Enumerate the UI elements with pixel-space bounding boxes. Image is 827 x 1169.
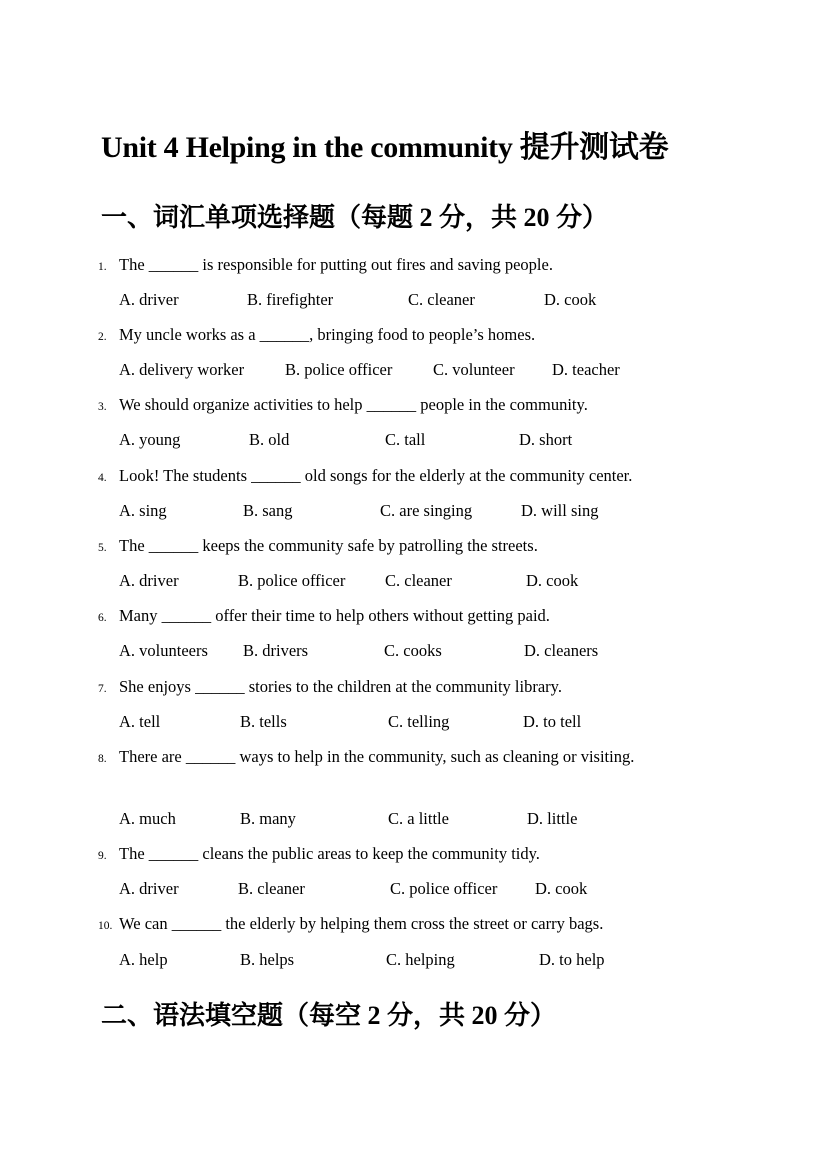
question-6: [98, 602, 728, 632]
option-c: C. police officer: [390, 879, 498, 898]
question-text: My uncle works as a ______, bringing food to people’s homes.: [119, 325, 536, 344]
option-d: D. cook: [526, 571, 579, 590]
question-8: [98, 743, 728, 773]
question-2: [98, 321, 728, 351]
question-1: [98, 251, 728, 281]
question-text: The ______ is responsible for putting out fires and saving people.: [119, 255, 553, 274]
option-c: C. helping: [386, 950, 455, 969]
option-c: C. tall: [385, 430, 426, 449]
option-c: C. cleaner: [408, 290, 475, 309]
question-text: We can ______ the elderly by helping them cross the street or carry bags.: [119, 914, 604, 933]
question-number: 8.: [98, 753, 107, 765]
question-text: We should organize activities to help ______ people in the community.: [119, 395, 588, 414]
option-a: A. help: [119, 950, 168, 969]
option-d: D. cook: [535, 879, 588, 898]
option-d: D. cook: [544, 290, 597, 309]
question-7: [98, 673, 728, 703]
question-text: Look! The students ______ old songs for the elderly at the community center.: [119, 466, 633, 485]
question-number: 10.: [98, 920, 113, 932]
question-text: The ______ keeps the community safe by patrolling the streets.: [119, 536, 538, 555]
option-c: C. a little: [388, 809, 449, 828]
option-c: C. cooks: [384, 641, 442, 660]
question-number: 5.: [98, 542, 107, 554]
option-a: A. much: [119, 809, 176, 828]
option-c: C. telling: [388, 712, 450, 731]
question-number: 3.: [98, 401, 107, 413]
option-d: D. short: [519, 430, 573, 449]
question-number: 2.: [98, 331, 107, 343]
option-a: A. delivery worker: [119, 360, 245, 379]
option-b: B. many: [240, 809, 296, 828]
question-3: [98, 391, 728, 421]
question-number: 7.: [98, 683, 107, 695]
option-b: B. police officer: [285, 360, 393, 379]
option-b: B. sang: [243, 501, 293, 520]
option-c: C. volunteer: [433, 360, 515, 379]
option-a: A. driver: [119, 290, 179, 309]
option-b: B. police officer: [238, 571, 346, 590]
option-b: B. helps: [240, 950, 295, 969]
option-d: D. to tell: [523, 712, 582, 731]
page-title: Unit 4 Helping in the community 提升测试卷: [101, 131, 669, 164]
question-5: [98, 532, 728, 562]
option-a: A. driver: [119, 879, 179, 898]
question-number: 1.: [98, 261, 107, 273]
option-a: A. driver: [119, 571, 179, 590]
question-10: [98, 910, 728, 940]
option-d: D. little: [527, 809, 578, 828]
option-c: C. are singing: [380, 501, 473, 520]
option-c: C. cleaner: [385, 571, 452, 590]
question-text: There are ______ ways to help in the community, such as cleaning or visiting.: [119, 747, 635, 766]
option-a: A. sing: [119, 501, 167, 520]
option-b: B. drivers: [243, 641, 309, 660]
question-number: 6.: [98, 612, 107, 624]
option-d: D. cleaners: [524, 641, 599, 660]
question-9: [98, 840, 728, 870]
option-d: D. teacher: [552, 360, 620, 379]
option-d: D. to help: [539, 950, 605, 969]
option-a: A. tell: [119, 712, 161, 731]
option-a: A. volunteers: [119, 641, 208, 660]
question-text: Many ______ offer their time to help others without getting paid.: [119, 606, 550, 625]
option-b: B. old: [249, 430, 290, 449]
question-4: [98, 462, 728, 492]
option-b: B. firefighter: [247, 290, 334, 309]
option-d: D. will sing: [521, 501, 599, 520]
option-b: B. tells: [240, 712, 287, 731]
option-b: B. cleaner: [238, 879, 305, 898]
question-number: 4.: [98, 472, 107, 484]
section-heading-vocabulary: 一、词汇单项选择题（每题 2 分，共 20 分）: [101, 203, 609, 232]
question-text: The ______ cleans the public areas to keep the community tidy.: [119, 844, 540, 863]
section-heading-grammar: 二、语法填空题（每空 2 分，共 20 分）: [101, 1001, 557, 1030]
option-a: A. young: [119, 430, 181, 449]
question-text: She enjoys ______ stories to the children at the community library.: [119, 677, 562, 696]
question-number: 9.: [98, 850, 107, 862]
